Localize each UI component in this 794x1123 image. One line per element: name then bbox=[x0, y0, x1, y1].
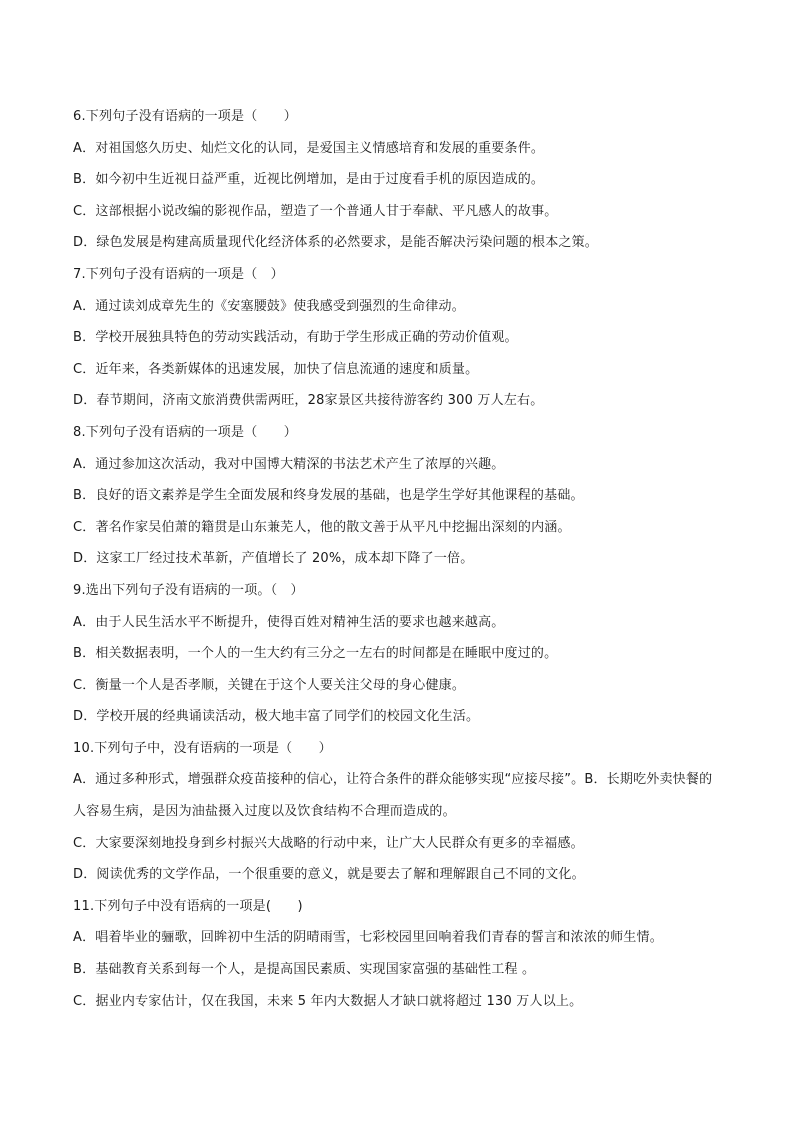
question-8-option-d: D．这家工厂经过技术革新，产值增长了 20%，成本却下降了一倍。 bbox=[73, 551, 474, 567]
question-9-option-b: B．相关数据表明，一个人的一生大约有三分之一左右的时间都是在睡眠中度过的。 bbox=[73, 646, 558, 662]
question-10-stem: 10.下列句子中，没有语病的一项是（ ） bbox=[73, 740, 332, 756]
question-6-option-d: D．绿色发展是构建高质量现代化经济体系的必然要求，是能否解决污染问题的根本之策。 bbox=[73, 235, 599, 251]
question-10-option-c: C．大家要深刻地投身到乡村振兴大战略的行动中来，让广大人民群众有更多的幸福感。 bbox=[73, 835, 584, 851]
question-7-option-c: C．近年来，各类新媒体的迅速发展，加快了信息流通的速度和质量。 bbox=[73, 361, 479, 377]
question-10-option-d: D．阅读优秀的文学作品，一个很重要的意义，就是要去了解和理解跟自己不同的文化。 bbox=[73, 867, 585, 883]
question-9-option-c: C．衡量一个人是否孝顺，关键在于这个人要关注父母的身心健康。 bbox=[73, 677, 466, 693]
question-list bbox=[73, 101, 723, 1017]
question-7-option-b: B．学校开展独具特色的劳动实践活动，有助于学生形成正确的劳动价值观。 bbox=[73, 330, 518, 346]
question-11-option-c: C．据业内专家估计，仅在我国，未来 5 年内大数据人才缺口就将超过 130 万人以上。 bbox=[73, 993, 583, 1009]
question-11-option-b: B．基础教育关系到每一个人，是提高国民素质、实现国家富强的基础性工程 。 bbox=[73, 962, 536, 978]
question-7-stem: 7.下列句子没有语病的一项是（ ） bbox=[73, 266, 284, 282]
question-8-stem: 8.下列句子没有语病的一项是（ ） bbox=[73, 424, 298, 440]
question-6-option-b: B．如今初中生近视日益严重，近视比例增加，是由于过度看手机的原因造成的。 bbox=[73, 172, 545, 188]
question-7-option-a: A．通过读刘成章先生的《安塞腰鼓》使我感受到强烈的生命律动。 bbox=[73, 298, 465, 314]
question-7-option-d: D．春节期间，济南文旅消费供需两旺，28家景区共接待游客约 300 万人左右。 bbox=[73, 393, 544, 409]
question-10-option-ab: A．通过多种形式，增强群众疫苗接种的信心，让符合条件的群众能够实现“应接尽接”。B．长期吃外卖快餐的人容易生病，是因为油盐摄入过度以及饮食结构不合理而造成的。 bbox=[73, 772, 713, 820]
question-9-option-d: D．学校开展的经典诵读活动，极大地丰富了同学们的校园文化生活。 bbox=[73, 709, 480, 725]
question-8-option-b: B．良好的语文素养是学生全面发展和终身发展的基础，也是学生学好其他课程的基础。 bbox=[73, 488, 584, 504]
question-11-option-a: A．唱着毕业的骊歌，回眸初中生活的阴晴雨雪，七彩校园里回响着我们青春的誓言和浓浓的师生情。 bbox=[73, 930, 663, 946]
question-8-option-a: A．通过参加这次活动，我对中国博大精深的书法艺术产生了浓厚的兴趣。 bbox=[73, 456, 505, 472]
question-11-stem: 11.下列句子中没有语病的一项是( ) bbox=[73, 898, 303, 914]
question-9-option-a: A．由于人民生活水平不断提升，使得百姓对精神生活的要求也越来越高。 bbox=[73, 614, 505, 630]
question-6-option-a: A．对祖国悠久历史、灿烂文化的认同，是爱国主义情感培育和发展的重要条件。 bbox=[73, 140, 545, 156]
question-6-stem: 6.下列句子没有语病的一项是（ ） bbox=[73, 109, 298, 124]
question-8-option-c: C．著名作家吴伯萧的籍贯是山东兼芜人，他的散文善于从平凡中挖掘出深刻的内涵。 bbox=[73, 519, 571, 535]
question-9-stem: 9.选出下列句子没有语病的一项。（ ） bbox=[73, 582, 304, 598]
question-6-option-c: C．这部根据小说改编的影视作品，塑造了一个普通人甘于奉献、平凡感人的故事。 bbox=[73, 203, 558, 219]
